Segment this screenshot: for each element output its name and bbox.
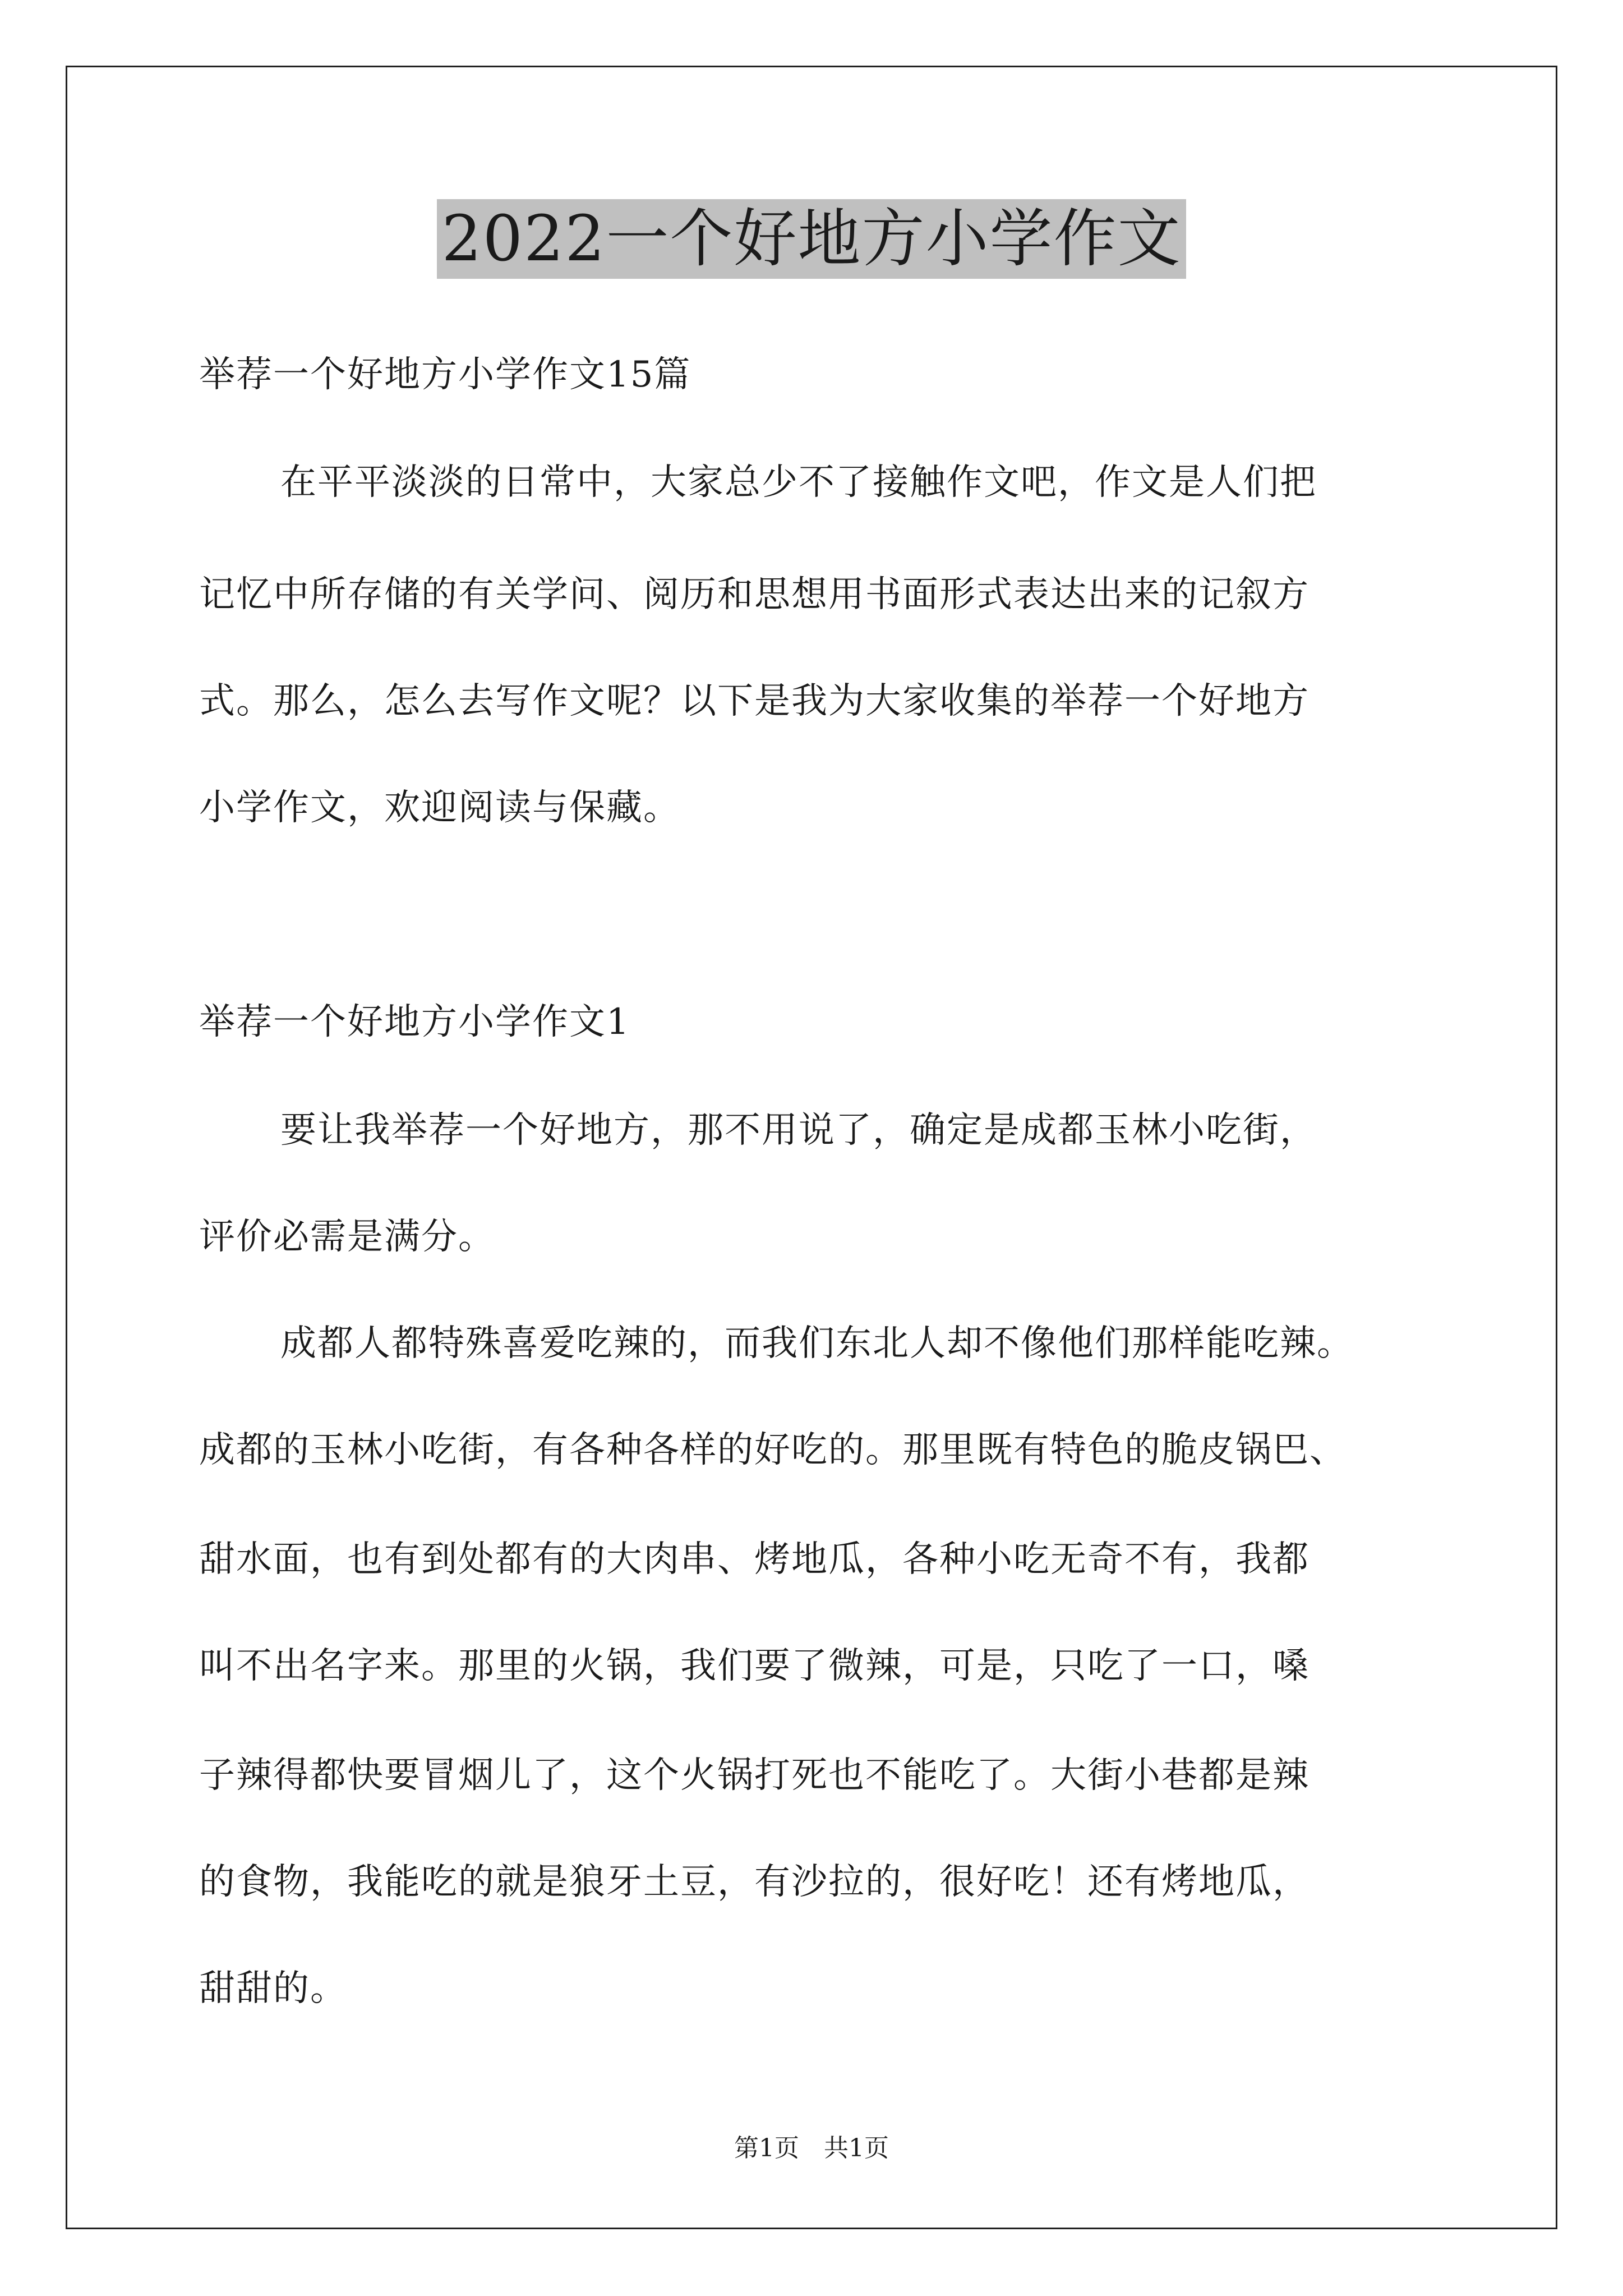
para2-line-1: 成都人都特殊喜爱吃辣的，而我们东北人却不像他们那样能吃辣。 (280, 1323, 1354, 1364)
para2-line-6: 的食物，我能吃的就是狼牙土豆，有沙拉的，很好吃！还有烤地瓜， (199, 1861, 1310, 1903)
title-container (0, 199, 1623, 279)
para2-line-4: 叫不出名字来。那里的火锅，我们要了微辣，可是，只吃了一口，嗓 (199, 1645, 1310, 1687)
document-title: 2022一个好地方小学作文 (437, 199, 1186, 279)
section-heading: 举荐一个好地方小学作文1 (199, 1001, 630, 1043)
para1-line-2: 评价必需是满分。 (199, 1216, 495, 1258)
intro-line-2: 记忆中所存储的有关学问、阅历和思想用书面形式表达出来的记叙方 (199, 574, 1310, 615)
para2-line-5: 子辣得都快要冒烟儿了，这个火锅打死也不能吃了。大街小巷都是辣 (199, 1755, 1310, 1796)
intro-line-4: 小学作文，欢迎阅读与保藏。 (199, 787, 680, 829)
intro-line-1: 在平平淡淡的日常中，大家总少不了接触作文吧，作文是人们把 (280, 462, 1317, 503)
para1-line-1: 要让我举荐一个好地方，那不用说了，确定是成都玉林小吃街， (280, 1110, 1317, 1151)
para2-line-7: 甜甜的。 (199, 1968, 347, 2009)
intro-line-3: 式。那么，怎么去写作文呢？以下是我为大家收集的举荐一个好地方 (199, 680, 1310, 722)
page-footer: 第1页 共1页 (734, 2134, 889, 2162)
document-subtitle: 举荐一个好地方小学作文15篇 (199, 354, 691, 395)
para2-line-3: 甜水面，也有到处都有的大肉串、烤地瓜，各种小吃无奇不有，我都 (199, 1539, 1310, 1580)
para2-line-2: 成都的玉林小吃街，有各种各样的好吃的。那里既有特色的脆皮锅巴、 (199, 1429, 1347, 1471)
